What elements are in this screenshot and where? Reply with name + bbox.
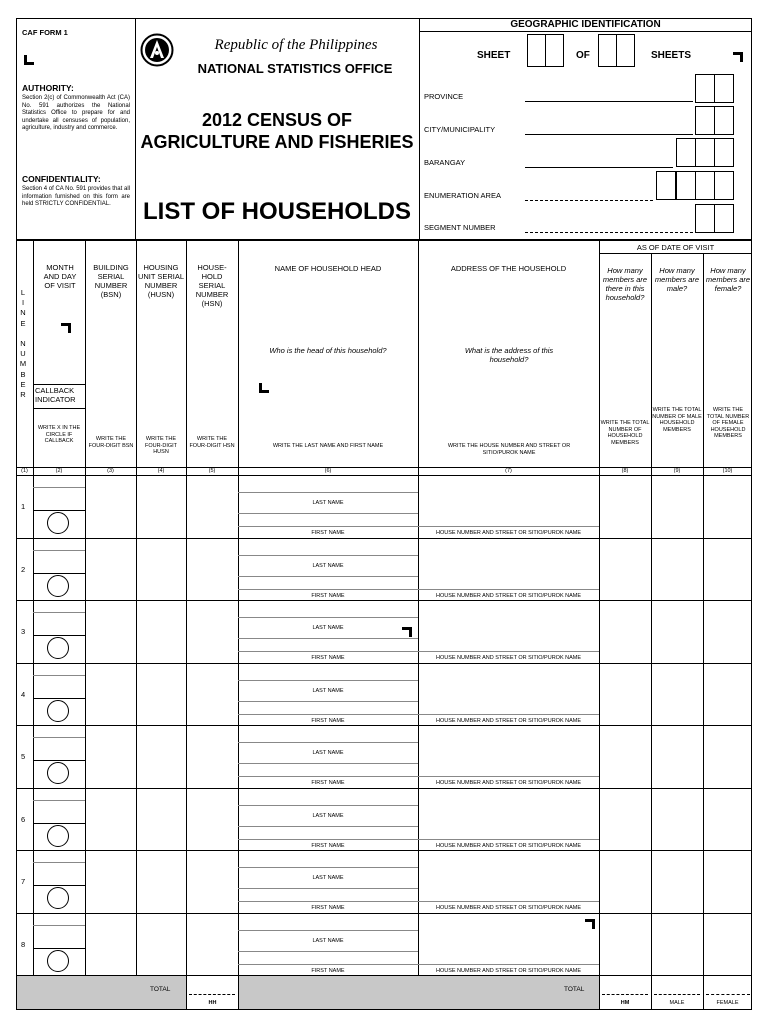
husn-cell[interactable] — [137, 789, 185, 850]
female-cell[interactable] — [704, 851, 751, 912]
col-num-4: (4) — [157, 468, 165, 474]
geo-header: GEOGRAPHIC IDENTIFICATION — [510, 19, 661, 30]
male-cell[interactable] — [652, 476, 702, 537]
bsn-instruction: WRITE THE FOUR-DIGIT BSN — [88, 436, 134, 449]
female-total-field[interactable] — [706, 994, 750, 995]
members-cell[interactable] — [600, 726, 650, 787]
month-day-field[interactable] — [33, 635, 85, 636]
address-label: HOUSE NUMBER AND STREET OR SITIO/PUROK NAME — [435, 530, 582, 536]
last-name-label: LAST NAME — [312, 563, 344, 569]
line-number: 7 — [21, 877, 26, 886]
line-number: 6 — [21, 815, 26, 824]
total-left-label: TOTAL — [150, 986, 171, 993]
line-number: 5 — [21, 752, 26, 761]
col-num-5: (5) — [208, 468, 216, 474]
province-line[interactable] — [525, 101, 693, 102]
republic-text: Republic of the Philippines — [214, 37, 378, 53]
office-text: NATIONAL STATISTICS OFFICE — [197, 61, 393, 76]
hsn-cell[interactable] — [187, 601, 237, 662]
male-question: How many members are male? — [654, 266, 700, 293]
name-instruction: WRITE THE LAST NAME AND FIRST NAME — [272, 443, 384, 449]
bsn-cell[interactable] — [86, 601, 135, 662]
ea-line[interactable] — [525, 200, 653, 201]
authority-title: AUTHORITY: — [22, 83, 74, 93]
members-cell[interactable] — [600, 789, 650, 850]
male-cell[interactable] — [652, 726, 702, 787]
corner-mark — [733, 52, 743, 62]
hsn-cell[interactable] — [187, 726, 237, 787]
address-label: HOUSE NUMBER AND STREET OR SITIO/PUROK NAME — [435, 655, 582, 661]
corner-mark — [61, 323, 71, 333]
bsn-cell[interactable] — [86, 664, 135, 725]
total-row-mid-shade — [239, 976, 599, 1009]
members-cell[interactable] — [600, 664, 650, 725]
bsn-cell[interactable] — [86, 726, 135, 787]
male-cell[interactable] — [652, 664, 702, 725]
last-name-label: LAST NAME — [312, 875, 344, 881]
female-question: How many members are female? — [705, 266, 751, 293]
hh-label: HH — [208, 1000, 217, 1006]
female-cell[interactable] — [704, 789, 751, 850]
hsn-cell[interactable] — [187, 914, 237, 975]
last-name-label: LAST NAME — [312, 500, 344, 506]
month-day-field[interactable] — [33, 760, 85, 761]
female-cell[interactable] — [704, 476, 751, 537]
bsn-cell[interactable] — [86, 539, 135, 600]
first-name-label: FIRST NAME — [311, 843, 345, 849]
city-line[interactable] — [525, 134, 693, 135]
husn-cell[interactable] — [137, 914, 185, 975]
female-cell[interactable] — [704, 664, 751, 725]
first-name-label: FIRST NAME — [311, 968, 345, 974]
male-label: MALE — [669, 1000, 685, 1006]
month-day-field[interactable] — [33, 948, 85, 949]
bsn-header: BUILDING SERIAL NUMBER (BSN) — [93, 263, 129, 299]
barangay-line[interactable] — [525, 167, 673, 168]
male-cell[interactable] — [652, 539, 702, 600]
province-label: PROVINCE — [424, 92, 464, 101]
of-label: OF — [576, 50, 590, 61]
members-question: How many members are there in this household? — [602, 266, 648, 302]
address-instruction: WRITE THE HOUSE NUMBER AND STREET OR SITIO/PUROK NAME — [447, 443, 571, 456]
line-number-header: L I N E N U M B E R — [19, 288, 27, 400]
male-instruction: WRITE THE TOTAL NUMBER OF MALE HOUSEHOLD MEMBERS — [652, 407, 702, 433]
col-num-6: (6) — [324, 468, 332, 474]
month-day-field[interactable] — [33, 510, 85, 511]
hsn-cell[interactable] — [187, 851, 237, 912]
col-num-9: (9) — [673, 468, 681, 474]
male-cell[interactable] — [652, 789, 702, 850]
barangay-label: BARANGAY — [424, 158, 466, 167]
callback-circle[interactable] — [47, 637, 69, 659]
callback-circle[interactable] — [47, 950, 69, 972]
line-number: 2 — [21, 565, 26, 574]
month-day-field[interactable] — [33, 573, 85, 574]
confidentiality-title: CONFIDENTIALITY: — [22, 174, 101, 184]
name-header: NAME OF HOUSEHOLD HEAD — [274, 264, 382, 273]
address-question: What is the address of this household? — [464, 346, 554, 364]
husn-header: HOUSING UNIT SERIAL NUMBER (HUSN) — [137, 263, 185, 299]
last-name-label: LAST NAME — [312, 625, 344, 631]
sheet-box-2[interactable] — [545, 34, 564, 67]
last-name-label: LAST NAME — [312, 813, 344, 819]
line-number: 3 — [21, 627, 26, 636]
col-num-2: (2) — [55, 468, 63, 474]
census-title-2: AGRICULTURE AND FISHERIES — [140, 132, 414, 152]
last-name-label: LAST NAME — [312, 938, 344, 944]
form-code: CAF FORM 1 — [22, 28, 68, 37]
address-label: HOUSE NUMBER AND STREET OR SITIO/PUROK NAME — [435, 780, 582, 786]
line-number: 4 — [21, 690, 26, 699]
husn-instruction: WRITE THE FOUR-DIGIT HUSN — [144, 436, 178, 455]
first-name-label: FIRST NAME — [311, 718, 345, 724]
bsn-cell[interactable] — [86, 476, 135, 537]
sheet-box-1[interactable] — [527, 34, 546, 67]
address-label: HOUSE NUMBER AND STREET OR SITIO/PUROK NAME — [435, 843, 582, 849]
hsn-cell[interactable] — [187, 789, 237, 850]
col-num-1: (1) — [21, 468, 28, 474]
hsn-instruction: WRITE THE FOUR-DIGIT HSN — [189, 436, 235, 449]
male-cell[interactable] — [652, 601, 702, 662]
col-num-7: (7) — [505, 468, 512, 474]
city-label: CITY/MUNICIPALITY — [424, 125, 496, 134]
as-of-date-header: AS OF DATE OF VISIT — [636, 243, 715, 252]
month-day-field[interactable] — [33, 823, 85, 824]
callback-circle[interactable] — [47, 825, 69, 847]
female-instruction: WRITE THE TOTAL NUMBER OF FEMALE HOUSEHOLD MEMBERS — [706, 407, 750, 439]
female-label: FEMALE — [716, 1000, 739, 1006]
male-cell[interactable] — [652, 851, 702, 912]
members-cell[interactable] — [600, 476, 650, 537]
husn-cell[interactable] — [137, 601, 185, 662]
month-day-header: MONTH AND DAY OF VISIT — [43, 263, 77, 290]
callback-header: CALLBACK INDICATOR — [35, 386, 76, 404]
hsn-cell[interactable] — [187, 539, 237, 600]
hh-total-field[interactable] — [189, 994, 235, 995]
first-name-label: FIRST NAME — [311, 655, 345, 661]
hm-total-field[interactable] — [602, 994, 648, 995]
bsn-cell[interactable] — [86, 851, 135, 912]
callback-circle[interactable] — [47, 575, 69, 597]
husn-cell[interactable] — [137, 851, 185, 912]
male-cell[interactable] — [652, 914, 702, 975]
members-instruction: WRITE THE TOTAL NUMBER OF HOUSEHOLD MEMBERS — [600, 420, 650, 446]
first-name-label: FIRST NAME — [311, 530, 345, 536]
corner-mark — [259, 383, 269, 393]
address-label: HOUSE NUMBER AND STREET OR SITIO/PUROK NAME — [435, 968, 582, 974]
hsn-header: HOUSE- HOLD SERIAL NUMBER (HSN) — [195, 263, 229, 308]
hm-label: HM — [620, 1000, 630, 1006]
hsn-cell[interactable] — [187, 664, 237, 725]
husn-cell[interactable] — [137, 726, 185, 787]
total-right-label: TOTAL — [564, 986, 585, 993]
husn-cell[interactable] — [137, 539, 185, 600]
last-name-label: LAST NAME — [312, 750, 344, 756]
callback-circle[interactable] — [47, 512, 69, 534]
husn-cell[interactable] — [137, 476, 185, 537]
first-name-label: FIRST NAME — [311, 905, 345, 911]
female-cell[interactable] — [704, 539, 751, 600]
corner-mark — [402, 627, 412, 637]
members-cell[interactable] — [600, 601, 650, 662]
callback-circle[interactable] — [47, 887, 69, 909]
census-title-1: 2012 CENSUS OF — [201, 110, 353, 130]
address-header: ADDRESS OF THE HOUSEHOLD — [450, 264, 567, 273]
members-cell[interactable] — [600, 914, 650, 975]
hsn-cell[interactable] — [187, 476, 237, 537]
list-title: LIST OF HOUSEHOLDS — [142, 198, 411, 225]
nso-logo-icon — [140, 33, 174, 67]
husn-cell[interactable] — [137, 664, 185, 725]
address-label: HOUSE NUMBER AND STREET OR SITIO/PUROK NAME — [435, 718, 582, 724]
name-question: Who is the head of this household? — [269, 346, 387, 355]
corner-mark — [585, 919, 595, 929]
segment-line[interactable] — [525, 232, 693, 233]
sheets-label: SHEETS — [651, 50, 692, 61]
month-day-field[interactable] — [33, 698, 85, 699]
first-name-label: FIRST NAME — [311, 593, 345, 599]
authority-text: Section 2(c) of Commonwealth Act (CA) No. 591 authorizes the National Statistics Office to prepare for and undertake all censuses of population, agriculture, industry and commerce. — [22, 95, 130, 131]
line-number: 8 — [21, 940, 26, 949]
last-name-label: LAST NAME — [312, 688, 344, 694]
sheets-box-1[interactable] — [598, 34, 617, 67]
sheets-box-2[interactable] — [616, 34, 635, 67]
bsn-cell[interactable] — [86, 789, 135, 850]
line-number: 1 — [21, 502, 26, 511]
bsn-cell[interactable] — [86, 914, 135, 975]
month-day-field[interactable] — [33, 885, 85, 886]
address-label: HOUSE NUMBER AND STREET OR SITIO/PUROK NAME — [435, 593, 582, 599]
members-cell[interactable] — [600, 851, 650, 912]
members-cell[interactable] — [600, 539, 650, 600]
ea-label: ENUMERATION AREA — [424, 191, 501, 200]
female-cell[interactable] — [704, 726, 751, 787]
col-num-3: (3) — [107, 468, 114, 474]
male-total-field[interactable] — [654, 994, 700, 995]
confidentiality-text: Section 4 of CA No. 591 provides that all information furnished on this form are held STRICTLY CONFIDENTIAL. — [22, 186, 130, 207]
sheet-label: SHEET — [477, 50, 511, 61]
corner-mark — [24, 55, 34, 65]
first-name-label: FIRST NAME — [311, 780, 345, 786]
callback-circle[interactable] — [47, 762, 69, 784]
col-num-10: (10) — [722, 468, 733, 474]
segment-label: SEGMENT NUMBER — [424, 223, 496, 232]
callback-instruction: WRITE X IN THE CIRCLE IF CALLBACK — [37, 425, 81, 444]
col-num-8: (8) — [621, 468, 629, 474]
female-cell[interactable] — [704, 914, 751, 975]
address-label: HOUSE NUMBER AND STREET OR SITIO/PUROK NAME — [435, 905, 582, 911]
female-cell[interactable] — [704, 601, 751, 662]
callback-circle[interactable] — [47, 700, 69, 722]
